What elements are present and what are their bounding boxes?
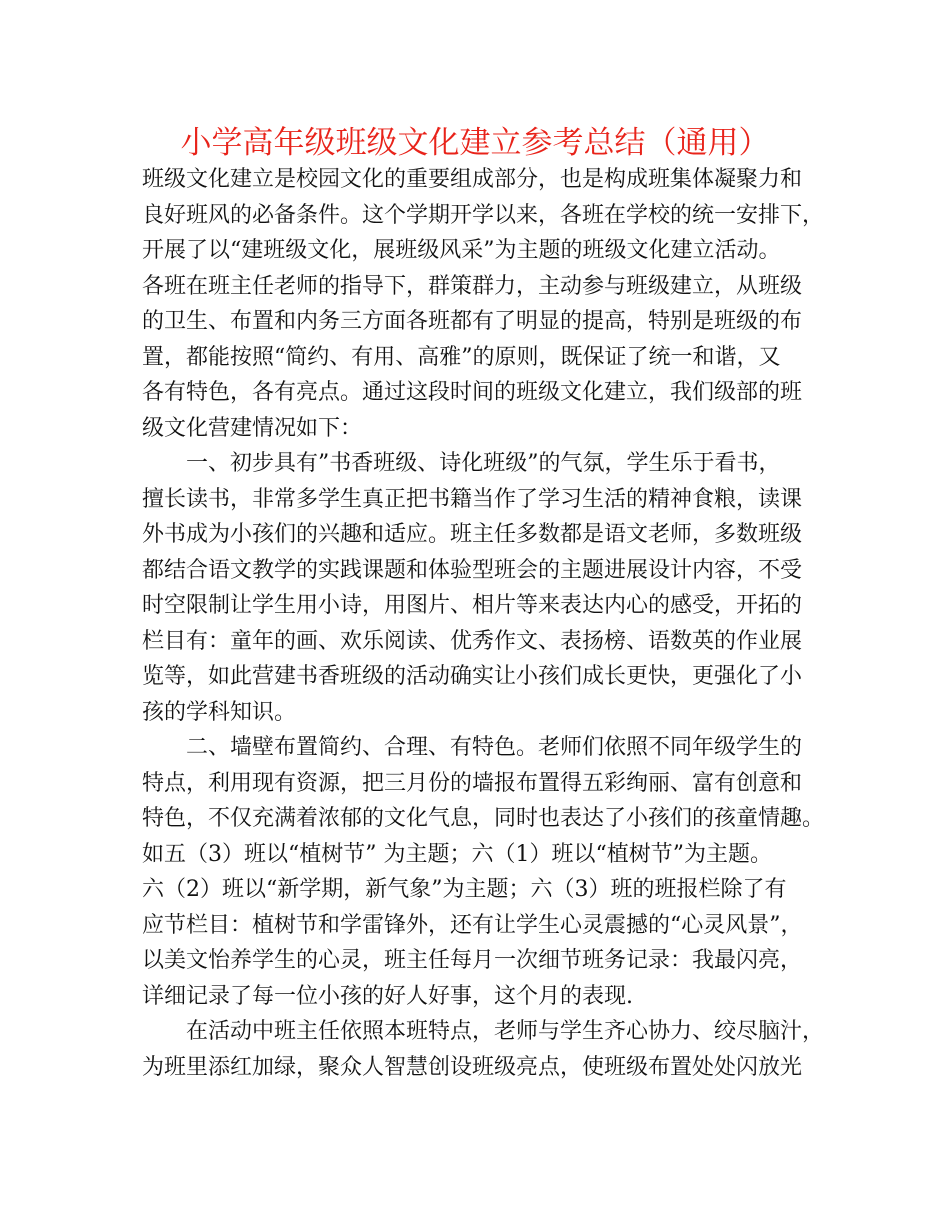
text-line: 六（2）班以“新学期，新气象”为主题；六（3）班的班报栏除了有 [142, 877, 787, 902]
text-line: 级文化营建情况如下： [142, 415, 363, 441]
text-line: 特点，利用现有资源，把三月份的墙报布置得五彩绚丽、富有创意和 [142, 770, 803, 796]
text-line: 班级文化建立是校园文化的重要组成部分，也是构成班集体凝聚力和 [142, 167, 803, 192]
text-line: 孩的学科知识。 [142, 699, 297, 725]
text-line: 为班里添红加绿，聚众人智慧创设班级亮点，使班级布置处处闪放光 [142, 1054, 803, 1080]
document-body [142, 162, 825, 1085]
text-line: 应节栏目：植树节和学雷锋外，还有让学生心灵震撼的“心灵风景”， [142, 912, 803, 938]
text-line: 外书成为小孩们的兴趣和适应。班主任多数都是语文老师，多数班级 [142, 522, 803, 547]
text-line: 时空限制让学生用小诗，用图片、相片等来表达内心的感受，开拓的 [142, 593, 803, 618]
text-line: 以美文怡养学生的心灵，班主任每月一次细节班务记录：我最闪亮， [142, 948, 803, 973]
text-line: 都结合语文教学的实践课题和体验型班会的主题进展设计内容，不受 [142, 557, 803, 583]
text-line: 开展了以“建班级文化，展班级风采”为主题的班级文化建立活动。 [142, 238, 781, 263]
document-title: 小学高年级班级文化建立参考总结（通用） [180, 125, 770, 161]
paragraph-start-line: 二、墙壁布置简约、合理、有特色。老师们依照不同年级学生的 [186, 735, 803, 760]
paragraph-start-line: 在活动中班主任依照本班特点，老师与学生齐心协力、绞尽脑汁， [186, 1019, 825, 1044]
text-line: 各班在班主任老师的指导下，群策群力，主动参与班级建立，从班级 [142, 273, 803, 299]
text-line: 览等，如此营建书香班级的活动确实让小孩们成长更快，更强化了小 [142, 664, 803, 689]
text-line: 的卫生、布置和内务三方面各班都有了明显的提高，特别是班级的布 [142, 309, 803, 334]
text-line: 特色，不仅充满着浓郁的文化气息，同时也表达了小孩们的孩童情趣。 [142, 806, 825, 831]
text-line: 置，都能按照“简约、有用、高雅”的原则，既保证了统一和谐，又 [142, 344, 781, 370]
text-line: 栏目有：童年的画、欢乐阅读、优秀作文、表扬榜、语数英的作业展 [142, 628, 803, 654]
text-line: 如五（3）班以“植树节” 为主题；六（1）班以“植树节”为主题。 [142, 841, 772, 867]
text-line: 擅长读书，非常多学生真正把书籍当作了学习生活的精神食粮，读课 [142, 486, 803, 512]
text-line: 良好班风的必备条件。这个学期开学以来，各班在学校的统一安排下， [142, 202, 825, 228]
paragraph-start-line: 一、初步具有”书香班级、诗化班级”的气氛，学生乐于看书， [186, 451, 781, 476]
text-line: 详细记录了每一位小孩的好人好事，这个月的表现. [142, 983, 633, 1009]
text-line: 各有特色，各有亮点。通过这段时间的班级文化建立，我们级部的班 [142, 380, 803, 405]
